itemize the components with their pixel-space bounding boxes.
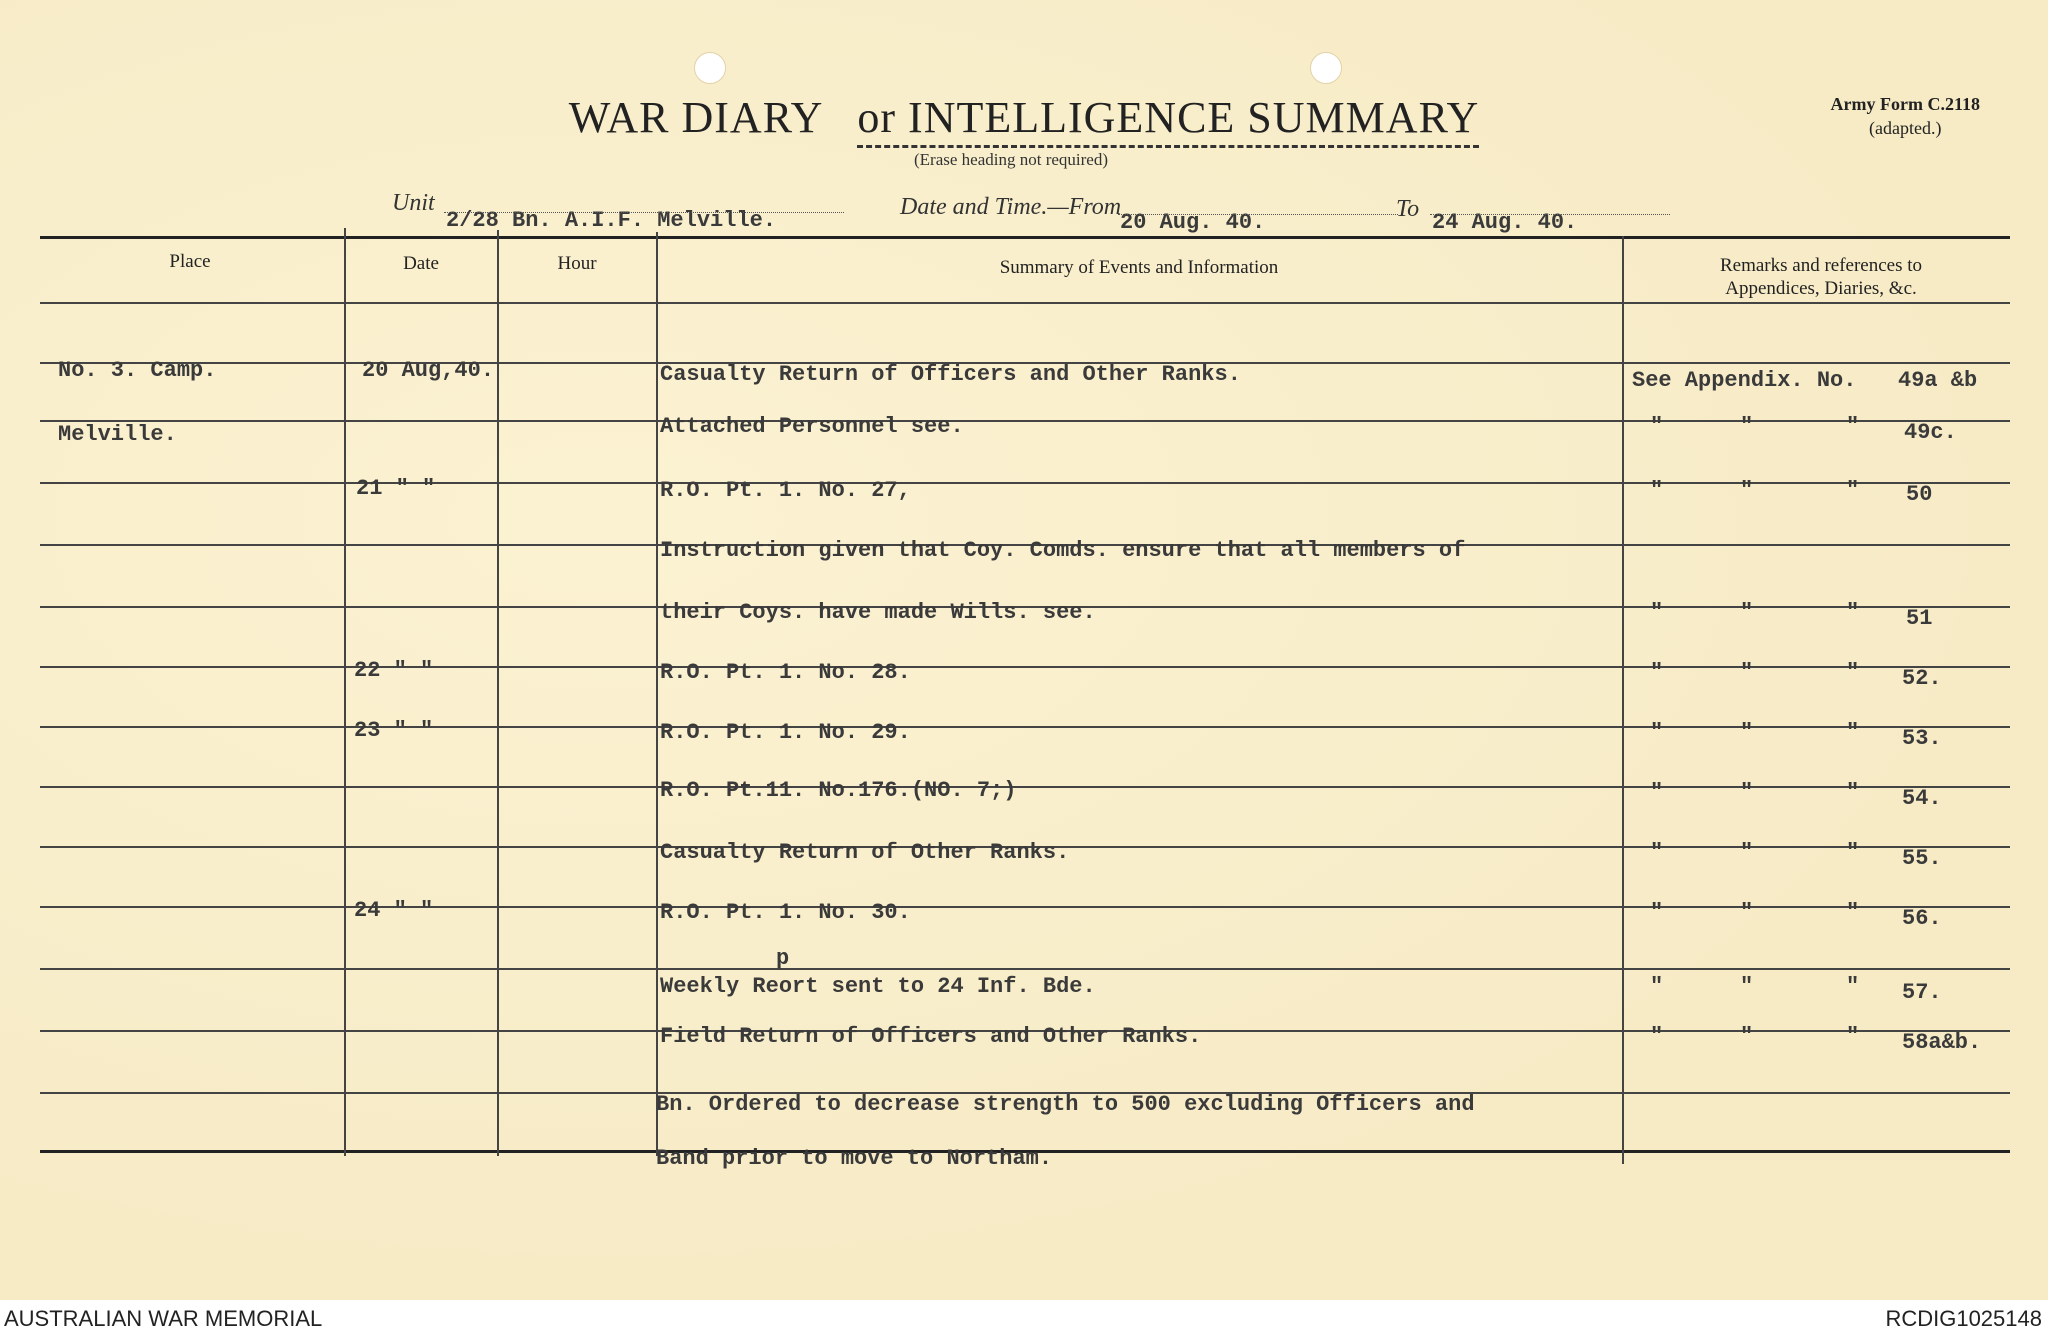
row-rule	[40, 482, 2010, 484]
header-date: Date	[403, 253, 439, 274]
date-cell: 22 " "	[354, 658, 434, 683]
ditto-mark: "	[1846, 780, 1860, 805]
ditto-mark: "	[1650, 780, 1664, 805]
page-title	[0, 92, 2048, 148]
row-rule	[40, 968, 2010, 970]
remark-appendix-no: 49c.	[1904, 420, 1957, 445]
col-divider-place	[344, 228, 346, 1156]
place-cell: Melville.	[58, 422, 177, 447]
place-cell: No. 3. Camp.	[58, 358, 217, 383]
from-value: 20 Aug. 40.	[1120, 210, 1266, 235]
footer-institution: AUSTRALIAN WAR MEMORIAL	[4, 1306, 323, 1331]
summary-cell: Instruction given that Coy. Comds. ensure that all members of	[660, 538, 1466, 563]
ditto-mark: "	[1740, 974, 1754, 999]
ditto-mark: "	[1740, 478, 1754, 503]
table-top-rule	[40, 236, 2010, 239]
ditto-mark: "	[1740, 900, 1754, 925]
ditto-mark: "	[1846, 720, 1860, 745]
remark-appendix-no: 52.	[1902, 666, 1942, 691]
remark-appendix-no: 58a&b.	[1902, 1030, 1982, 1055]
remark-prefix: See Appendix. No.	[1632, 368, 1857, 393]
ditto-mark: "	[1650, 974, 1664, 999]
remark-appendix-no: 54.	[1902, 786, 1942, 811]
unit-fill-line	[444, 212, 844, 213]
ditto-mark: "	[1650, 1024, 1664, 1049]
ditto-mark: "	[1846, 840, 1860, 865]
summary-cell: Weekly Reort sent to 24 Inf. Bde.	[660, 974, 1096, 999]
summary-cell: R.O. Pt. 1. No. 29.	[660, 720, 911, 745]
army-form-adapted: (adapted.)	[1869, 118, 1942, 138]
ditto-mark: "	[1740, 1024, 1754, 1049]
ditto-mark: "	[1846, 478, 1860, 503]
handwritten-insert: p	[776, 946, 790, 971]
to-label: To	[1396, 196, 1420, 222]
summary-cell: Band prior to move to Northam.	[656, 1146, 1053, 1171]
ditto-mark: "	[1740, 720, 1754, 745]
col-divider-hour	[656, 232, 658, 1156]
footer-catalogue-id: RCDIG1025148	[1885, 1306, 2042, 1331]
date-cell: 24 " "	[354, 898, 434, 923]
header-remarks	[1626, 254, 2016, 300]
summary-cell: Casualty Return of Officers and Other Ranks.	[660, 362, 1241, 387]
army-form-label	[1831, 92, 1980, 140]
row-rule	[40, 786, 2010, 788]
remark-appendix-no: 51	[1906, 606, 1933, 631]
ditto-mark: "	[1650, 900, 1664, 925]
unit-value: 2/28 Bn. A.I.F. Melville.	[446, 208, 777, 233]
summary-cell: R.O. Pt. 1. No. 30.	[660, 900, 911, 925]
to-fill-line	[1430, 214, 1670, 215]
punch-hole	[1310, 52, 1342, 84]
header-hour: Hour	[557, 253, 597, 274]
remark-appendix-no: 53.	[1902, 726, 1942, 751]
summary-cell: Field Return of Officers and Other Ranks.	[660, 1024, 1202, 1049]
ditto-mark: "	[1650, 660, 1664, 685]
header-remarks-line2: Appendices, Diaries, &c.	[1725, 278, 1917, 299]
punch-hole	[694, 52, 726, 84]
row-rule	[40, 420, 2010, 422]
header-summary: Summary of Events and Information	[999, 257, 1279, 278]
header-remarks-line1: Remarks and references to	[1719, 255, 1923, 276]
ditto-mark: "	[1650, 414, 1664, 439]
header-place: Place	[169, 251, 211, 272]
ditto-mark: "	[1740, 600, 1754, 625]
title-war-diary: WAR DIARY	[568, 93, 824, 142]
remark-appendix-no: 49a &b	[1898, 368, 1978, 393]
ditto-mark: "	[1650, 600, 1664, 625]
to-value: 24 Aug. 40.	[1432, 210, 1578, 235]
row-rule	[40, 726, 2010, 728]
summary-cell: R.O. Pt. 1. No. 27,	[660, 478, 911, 503]
ditto-mark: "	[1846, 414, 1860, 439]
unit-label: Unit	[392, 190, 435, 216]
ditto-mark: "	[1846, 1024, 1860, 1049]
remark-appendix-no: 55.	[1902, 846, 1942, 871]
ditto-mark: "	[1846, 660, 1860, 685]
remark-appendix-no: 57.	[1902, 980, 1942, 1005]
summary-cell: Bn. Ordered to decrease strength to 500 excluding Officers and	[656, 1092, 1475, 1117]
date-cell: 20 Aug,40.	[362, 358, 495, 383]
ditto-mark: "	[1650, 720, 1664, 745]
ditto-mark: "	[1740, 840, 1754, 865]
remark-appendix-no: 56.	[1902, 906, 1942, 931]
ditto-mark: "	[1650, 478, 1664, 503]
col-divider-summary	[1622, 236, 1624, 1164]
ditto-mark: "	[1650, 840, 1664, 865]
ditto-mark: "	[1846, 974, 1860, 999]
army-form-number: Army Form C.2118	[1830, 94, 1980, 114]
col-divider-date	[497, 230, 499, 1156]
row-rule	[40, 302, 2010, 304]
summary-cell: Attached Personnel see.	[660, 414, 964, 439]
erase-note: (Erase heading not required)	[914, 150, 1108, 169]
date-time-label: Date and Time.—From	[900, 194, 1122, 220]
row-rule	[40, 906, 2010, 908]
title-intelligence-summary: or INTELLIGENCE SUMMARY	[857, 92, 1479, 148]
summary-cell: R.O. Pt. 1. No. 28.	[660, 660, 911, 685]
ditto-mark: "	[1740, 780, 1754, 805]
ditto-mark: "	[1846, 600, 1860, 625]
ditto-mark: "	[1740, 660, 1754, 685]
ditto-mark: "	[1740, 414, 1754, 439]
row-rule	[40, 666, 2010, 668]
ditto-mark: "	[1846, 900, 1860, 925]
summary-cell: Casualty Return of Other Ranks.	[660, 840, 1070, 865]
date-cell: 21 " "	[356, 476, 436, 501]
summary-cell: their Coys. have made Wills. see.	[660, 600, 1096, 625]
summary-cell: R.O. Pt.11. No.176.(NO. 7;)	[660, 778, 1017, 803]
from-fill-line	[1118, 214, 1398, 215]
date-cell: 23 " "	[354, 718, 434, 743]
remark-appendix-no: 50	[1906, 482, 1933, 507]
